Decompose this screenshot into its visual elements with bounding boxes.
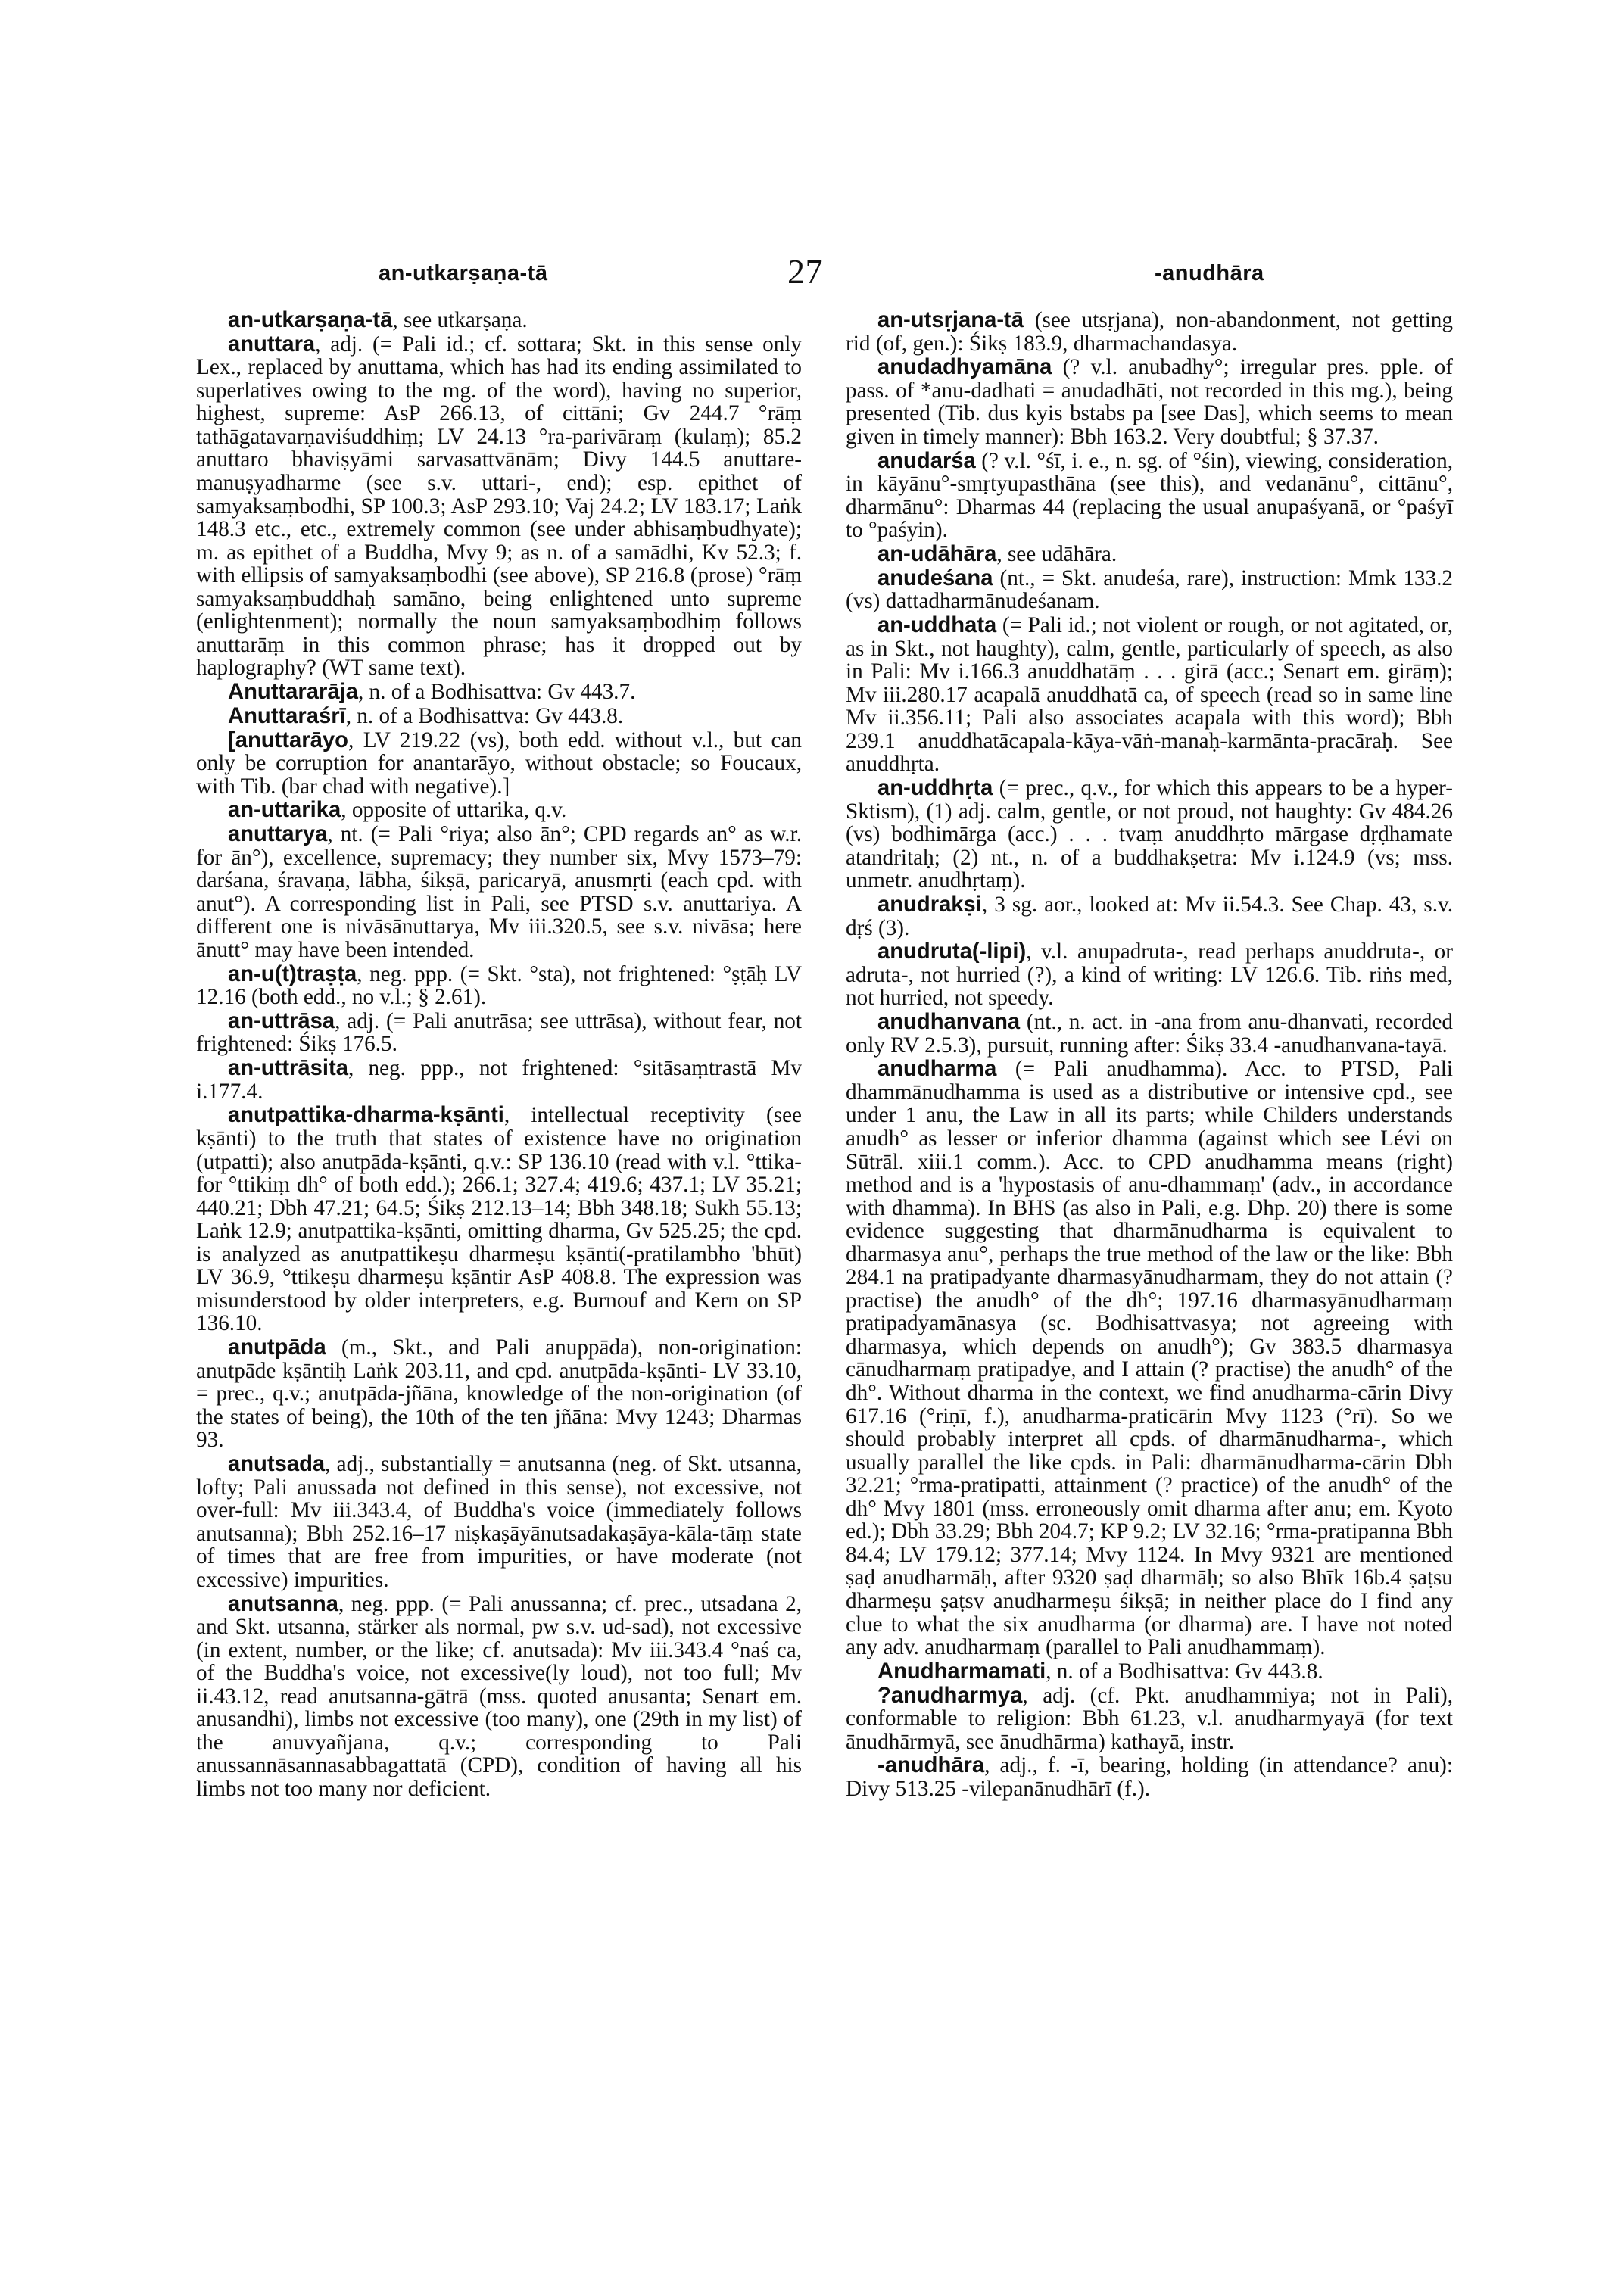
entry-headword: -anudhāra xyxy=(877,1753,985,1778)
entry-body: , intellectual receptivity (see kṣānti) to the truth that states of existence have no origination (utpatti); also anutpāda-kṣānti, q.v.: SP 136.10 (read with v.l. °ttika- for °ttikiṃ dh° of both edd.); 266.1; 327.4; 419.6; 437.1; LV 35.21; 440.21; Dbh 47.21; 64.5; Śikṣ 212.13–14; Bbh 348.18; Sukh 55.13; Laṅk 12.9; anutpattika-kṣānti, omitting dharma, Gv 525.25; the cpd. is analyzed as anutpattikeṣu dharmeṣu kṣānti(-pratilambho 'bhūt) LV 36.9, °ttikeṣu dharmeṣu kṣāntir AsP 408.8. The expression was misunderstood by older interpreters, e.g. Burnouf and Kern on SP 136.10. xyxy=(196,1103,802,1336)
dictionary-entry xyxy=(196,1336,802,1452)
dictionary-entry xyxy=(196,309,802,332)
dictionary-entry xyxy=(846,940,1453,1010)
dictionary-entry xyxy=(846,356,1453,448)
right-column xyxy=(846,309,1453,1802)
entry-body: (? v.l. °śī, i. e., n. sg. of °śin), viewing, consideration, in kāyānu°-smṛtyupasthāna (see this), and vedanānu°, cittānu°, dharmānu°: Dharmas 44 (replacing the usual anupaśyanā, or °paśyī to °paśyin). xyxy=(846,448,1453,543)
entry-body: , neg. ppp. (= Pali anussanna; cf. prec., utsadana 2, and Skt. utsanna, stärker als normal, pw s.v. ud-sad), not excessive (in extent, number, or the like; cf. anutsada): Mv iii.343.4 °naś ca, of the Buddha's voice, not excessive(ly loud), not too full; Mv ii.43.12, read anutsanna-gātrā (mss. quoted anusanta; Senart em. anusandhi), limbs not excessive (too many), one (29th in my list) of the anuvyañjana, q.v.; corresponding to Pali anussannāsannasabbagattatā (CPD), condition of having all his limbs not too many nor deficient. xyxy=(196,1591,802,1801)
left-column xyxy=(196,309,802,1802)
entry-headword: anudharma xyxy=(877,1057,997,1082)
running-head-left: an-utkarṣaṇa-tā xyxy=(379,261,548,285)
entry-headword: anudadhyamāna xyxy=(877,355,1052,380)
entry-body: , 3 sg. aor., looked at: Mv ii.54.3. See Chap. 43, s.v. dṛś (3). xyxy=(846,892,1453,940)
entry-body: , n. of a Bodhisattva: Gv 443.8. xyxy=(1046,1659,1323,1684)
entry-body: (m., Skt., and Pali anuppāda), non-origination: anutpāde kṣāntiḥ Laṅk 203.11, and cpd. anutpāda-kṣānti- LV 33.10, = prec., q.v.; anutpāda-jñāna, knowledge of the non-origination (of the states of being), the 10th of the ten jñāna: Mvy 1243; Dharmas 93. xyxy=(196,1335,802,1453)
entry-body: , adj., substantially = anutsanna (neg. of Skt. utsanna, lofty; Pali anussada not defined in this sense), not excessive, not over-full: Mv iii.343.4, of Buddha's voice (immediately follows anutsanna); Bbh 252.16–17 niṣkaṣāyānutsadakaṣāya-kāla-tāṃ state of times that are free from impurities, or have moderate (not excessive) impurities. xyxy=(196,1452,802,1592)
entry-body: , nt. (= Pali °riya; also ān°; CPD regards an° as w.r. for ān°), excellence, supremacy; they number six, Mvy 1573–79: darśana, śravaṇa, lābha, śikṣā, paricaryā, anusmṛti (each cpd. with anut°). A corresponding list in Pali, see PTSD s.v. anuttariya. A different one is nivāsānuttarya, Mv iii.320.5, see s.v. nivāsa; here ānutt° may have been intended. xyxy=(196,822,802,962)
dictionary-entry xyxy=(846,893,1453,939)
entry-body: , adj. (= Pali anutrāsa; see uttrāsa), without fear, not frightened: Śikṣ 176.5. xyxy=(196,1008,802,1057)
entry-headword: Anuttararāja xyxy=(228,680,358,705)
entry-body: , neg. ppp., not frightened: °sitāsaṃtrastā Mv i.177.4. xyxy=(196,1056,802,1104)
entry-headword: an-uttrāsa xyxy=(228,1008,335,1033)
entry-headword: Anudharmamati xyxy=(877,1659,1046,1684)
entry-headword: anudrakṣi xyxy=(877,892,982,917)
entry-body: , adj., f. -ī, bearing, holding (in attendance? anu): Divy 513.25 -vilepanānudhārī (f.). xyxy=(846,1753,1453,1801)
dictionary-entry xyxy=(846,1754,1453,1800)
dictionary-entry xyxy=(846,614,1453,776)
dictionary-entry xyxy=(196,1104,802,1335)
entry-body: (nt., = Skt. anudeśa, rare), instruction: Mmk 133.2 (vs) dattadharmānudeśanam. xyxy=(846,565,1453,614)
dictionary-entry xyxy=(196,1453,802,1591)
entry-body: (? v.l. anubadhy°; irregular pres. pple. of pass. of *anu-dadhati = anudadhāti, not recorded in this mg.), being presented (Tib. dus kyis bstabs pa [see Das], which seems to mean given in timely manner): Bbh 163.2. Very doubtful; § 37.37. xyxy=(846,355,1453,449)
entry-body: (= Pali anudhamma). Acc. to PTSD, Pali dhammānudhamma is used as a distributive or intensive cpd., see under 1 anu, the Law in all its parts; while Childers understands anudh° as lesser or inferior dhamma (against which see Lévi on Sūtrāl. xiii.1 comm.). Acc. to CPD anudhamma means (right) method and is a 'hypostasis of anu-dhammaṃ' (adv., in accordance with dhamma). In BHS (as also in Pali, e.g. Dhp. 20) there is some evidence suggesting that dharmānudharma is equivalent to dharmasya anu°, perhaps the true method of the law or the like: Bbh 284.1 na pratipadyante dharmasyānudharmam, they do not attain (? practise) the anudh° of the dh°; 197.16 dharmasyānudharmaṃ pratipadyamānasya (sc. Bodhisattvasya; not agreeing with dharmasya, which depends on anudh°); Gv 383.5 dharmasya cānudharmaṃ pratipadye, and I attain (? practise) the anudh° of the dh°. Without dharma in the context, we find anudharma-cārin Divy 617.16 (°riṇī, f.), anudharma-praticārin Mvy 1123 (°rī). So we should probably interpret all cpds. of dharmānudharma-, which usually parallel the like cpds. in Pali: dharmānudharma-cārin Dbh 32.21; °rma-pratipatti, attainment (? practice) of the anudh° of the dh° Mvy 1801 (mss. erroneously omit dharma after anu; em. Kyoto ed.); Dbh 33.29; Bbh 204.7; KP 9.2; LV 32.16; °rma-pratipanna Bbh 84.4; LV 179.12; 377.14; Mvy 1124. In Mvy 9321 are mentioned ṣaḍ anudharmāḥ, after 9320 ṣaḍ dharmāḥ; so also Bhīk 16b.4 ṣaṭsu dharmeṣu ṣaṭsv anudharmeṣu śikṣā; in neither place do I find any clue to what the six anudharma (or dharma) are. I have not noted any adv. anudharmaṃ (parallel to Pali anudhammaṃ). xyxy=(846,1057,1453,1660)
dictionary-entry xyxy=(196,705,802,728)
entry-body: , n. of a Bodhisattva: Gv 443.8. xyxy=(345,703,624,728)
dictionary-entry xyxy=(846,309,1453,355)
entry-body: (nt., n. act. in -ana from anu-dhanvati, recorded only RV 2.5.3), pursuit, running after: Śikṣ 33.4 -anudhanvana-tayā. xyxy=(846,1010,1453,1058)
entry-headword: an-u(t)traṣṭa xyxy=(228,961,357,986)
entry-headword: anutsanna xyxy=(228,1591,338,1616)
entry-headword: an-uttarika xyxy=(228,798,341,823)
dictionary-entry xyxy=(846,1684,1453,1754)
entry-body: , neg. ppp. (= Skt. °sta), not frightened: °ṣṭāḥ LV 12.16 (both edd., no v.l.; § 2.61). xyxy=(196,961,802,1010)
entry-headword: anudhanvana xyxy=(877,1010,1021,1035)
entry-body: , LV 219.22 (vs), both edd. without v.l., but can only be corruption for anantarāyo, without obstacle; so Foucaux, with Tib. (bar chad with negative).] xyxy=(196,727,802,799)
entry-headword: anudarśa xyxy=(877,448,976,473)
entry-body: (= Pali id.; not violent or rough, or not agitated, or, as in Skt., not haughty), calm, gentle, particularly of speech, as also in Pali: Mv i.166.3 anuddhatāṃ . . . girā (acc.; Senart em. girāṃ); Mv iii.280.17 acapalā anuddhatā ca, of speech (read so in same line Mv ii.356.11; Pali also associates acapala with this word); Bbh 239.1 anuddhatācapala-kāya-vāṅ-manaḥ-karmānta-pracāraḥ. See anuddhṛta. xyxy=(846,613,1453,777)
dictionary-entry xyxy=(846,450,1453,542)
entry-headword: an-udāhāra xyxy=(877,542,997,567)
entry-body: (= prec., q.v., for which this appears to be a hyper-Sktism), (1) adj. calm, gentle, or not proud, not haughty: Gv 484.26 (vs) bodhimārga (acc.) . . . tvaṃ anuddhṛto mārgase dṛḍhamate atandritaḥ; (2) nt., n. of a buddhakṣetra: Mv i.124.9 (vs; mss. unmetr. anudhṛtaṃ). xyxy=(846,776,1453,893)
entry-headword: anudeśana xyxy=(877,565,993,590)
dictionary-entry xyxy=(196,333,802,680)
dictionary-entry xyxy=(196,681,802,704)
entry-body: (see utsṛjana), non-abandonment, not getting rid (of, gen.): Śikṣ 183.9, dharmachandasya. xyxy=(846,308,1453,356)
entry-headword: an-uddhṛta xyxy=(877,776,993,801)
dictionary-entry xyxy=(196,1593,802,1801)
dictionary-entry xyxy=(196,963,802,1009)
dictionary-entry xyxy=(196,1010,802,1056)
entry-headword: ?anudharmya xyxy=(877,1683,1023,1708)
dictionary-entry xyxy=(196,729,802,799)
entry-headword: an-utsṛjana-tā xyxy=(877,308,1024,332)
entry-body: , adj. (cf. Pkt. anudhammiya; not in Pali), conformable to religion: Bbh 61.23, v.l. anudharmyayā (for text ānudhārmyā, see ānudhārma) kathayā, instr. xyxy=(846,1683,1453,1754)
entry-headword: anutpattika-dharma-kṣānti xyxy=(228,1103,504,1128)
entry-headword: Anuttaraśrī xyxy=(228,703,346,728)
entry-headword: an-uddhata xyxy=(877,613,997,638)
page-number: 27 xyxy=(787,252,823,291)
entry-body: , see utkarṣaṇa. xyxy=(392,308,528,332)
entry-body: , adj. (= Pali id.; cf. sottara; Skt. in this sense only Lex., replaced by anuttama, which has had its ending assimilated to superlatives owing to the mg. of the word), having no superior, highest, supreme: AsP 266.13, of cittāni; Gv 244.7 °rāṃ tathāgatavarṇaviśuddhiṃ; LV 24.13 °ra-parivāraṃ (kulaṃ); 85.2 anuttaro bhaviṣyāmi sarvasattvānām; Divy 144.5 anuttare-manuṣyadharme (see s.v. uttari-, end); esp. epithet of samyaksaṃbodhi, SP 100.3; AsP 293.10; Vaj 24.2; LV 183.17; Laṅk 148.3 etc., etc., extremely common (see under abhisaṃbudhyate); m. as epithet of a Buddha, Mvy 9; as n. of a samādhi, Kv 52.3; f. with ellipsis of samyaksaṃbodhi (see above), SP 216.8 (prose) °rāṃ samyaksaṃbuddhaḥ samāno, being enlightened unto supreme (enlightenment); normally the noun samyaksaṃbodhiṃ follows anuttarāṃ in this common phrase; has it dropped out by haplography? (WT same text). xyxy=(196,332,802,681)
entry-body: , see udāhāra. xyxy=(996,542,1117,567)
dictionary-entry xyxy=(196,799,802,822)
dictionary-entry xyxy=(846,1660,1453,1684)
entry-body: , n. of a Bodhisattva: Gv 443.7. xyxy=(357,680,636,705)
entry-body: , opposite of uttarika, q.v. xyxy=(341,798,567,823)
entry-headword: [anuttarāyo xyxy=(228,727,348,752)
entry-headword: anudruta(-lipi) xyxy=(877,939,1027,964)
dictionary-entry xyxy=(196,823,802,961)
running-head-right: -anudhāra xyxy=(1155,261,1264,285)
entry-headword: anutsada xyxy=(228,1452,326,1477)
dictionary-entry xyxy=(196,1057,802,1103)
dictionary-entry xyxy=(846,1058,1453,1659)
dictionary-entry xyxy=(846,777,1453,893)
dictionary-entry xyxy=(846,1011,1453,1057)
entry-headword: an-uttrāsita xyxy=(228,1056,348,1081)
entry-headword: anuttara xyxy=(228,332,316,357)
entry-headword: anuttarya xyxy=(228,822,328,847)
entry-headword: an-utkarṣaṇa-tā xyxy=(228,308,393,332)
entry-headword: anutpāda xyxy=(228,1335,326,1360)
dictionary-entry xyxy=(846,567,1453,613)
entry-body: , v.l. anupadruta-, read perhaps anuddruta-, or adruta-, not hurried (?), a kind of writing: LV 126.6. Tib. riṅs med, not hurried, not speedy. xyxy=(846,939,1453,1011)
dictionary-entry xyxy=(846,543,1453,566)
